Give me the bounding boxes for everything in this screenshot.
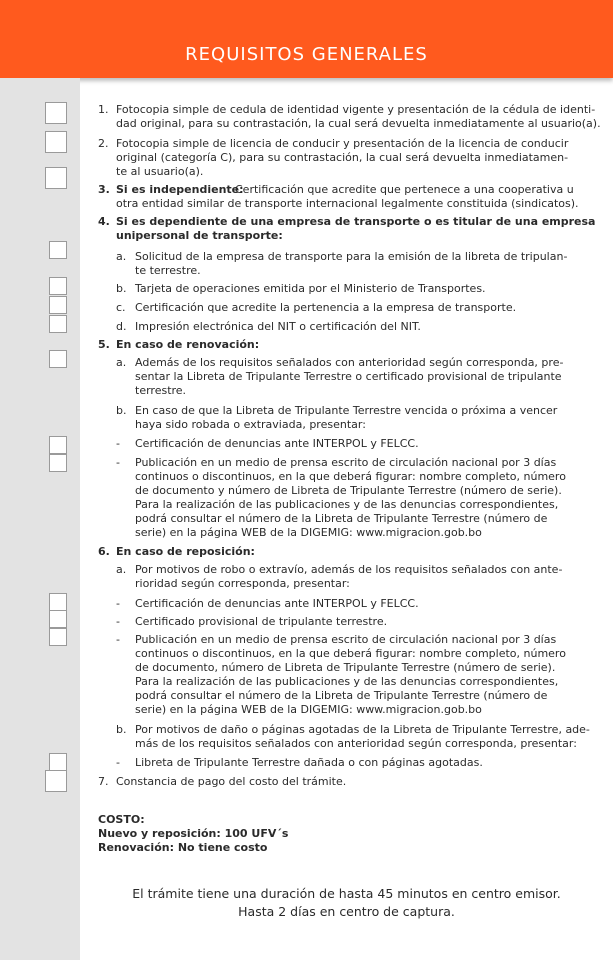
footer-line-1: El trámite tiene una duración de hasta 45 minutos en centro emisor. — [132, 886, 561, 901]
text-line: Libreta de Tripulante Terrestre dañada o con páginas agotadas. — [135, 756, 483, 769]
text-line: continuos o discontinuos, en la que deberá figurar: nombre completo, número — [135, 647, 566, 660]
text-line: 4. — [98, 215, 110, 228]
text-line: podrá consultar el número de la Libreta de Tripulante Terrestre (número de — [135, 512, 548, 525]
text-line: sentar la Libreta de Tripulante Terrestre o certificado provisional de tripulante — [135, 370, 562, 383]
text-line: te terrestre. — [135, 264, 201, 277]
footer-line-2: Hasta 2 días en centro de captura. — [238, 904, 455, 919]
text-line: Certificación que acredite que pertenece a una cooperativa u — [235, 183, 574, 196]
text-line: - — [116, 437, 120, 450]
text-line: En caso de que la Libreta de Tripulante Terrestre vencida o próxima a vencer — [135, 404, 558, 417]
text-line: Impresión electrónica del NIT o certificación del NIT. — [135, 320, 421, 333]
text-line: otra entidad similar de transporte internacional legalmente constituida (sindicatos). — [116, 197, 579, 210]
text-line: COSTO: — [98, 813, 145, 826]
text-line: Certificación que acredite la pertenencia a la empresa de transporte. — [135, 301, 517, 314]
page-title: REQUISITOS GENERALES — [185, 44, 428, 65]
text-line: unipersonal de transporte: — [116, 229, 283, 242]
text-line: podrá consultar el número de la Libreta de Tripulante Terrestre (número de — [135, 689, 548, 702]
text-line: - — [116, 597, 120, 610]
text-line: En caso de reposición: — [116, 545, 255, 558]
text-line: c. — [116, 301, 126, 314]
text-line: Por motivos de daño o páginas agotadas de la Libreta de Tripulante Terrestre, ade- — [135, 723, 590, 736]
text-line: Publicación en un medio de prensa escrito de circulación nacional por 3 días — [135, 456, 557, 469]
text-line: serie) en la página WEB de la DIGEMIG: www.migracion.gob.bo — [135, 703, 482, 716]
text-line: de documento, número de Libreta de Tripulante Terrestre (número de serie). — [135, 661, 556, 674]
text-line: original (categoría C), para su contrastación, la cual será devuelta inmediatamen- — [116, 151, 569, 164]
text-line: terrestre. — [135, 384, 187, 397]
text-line: Certificación de denuncias ante INTERPOL y FELCC. — [135, 597, 419, 610]
text-line: 7. — [98, 775, 109, 788]
text-line: b. — [116, 404, 127, 417]
text-line: Publicación en un medio de prensa escrito de circulación nacional por 3 días — [135, 633, 557, 646]
text-line: Si es dependiente de una empresa de transporte o es titular de una empresa — [116, 215, 596, 228]
text-line: Si es independiente: — [116, 183, 244, 196]
text-line: d. — [116, 320, 127, 333]
text-line: b. — [116, 282, 127, 295]
text-line: Para la realización de las publicaciones y de las denuncias correspondientes, — [135, 498, 559, 511]
text-line: - — [116, 633, 120, 646]
text-line: Fotocopia simple de cedula de identidad vigente y presentación de la cédula de identi- — [116, 103, 596, 116]
text-line: - — [116, 456, 120, 469]
text-line: 1. — [98, 103, 109, 116]
text-line: a. — [116, 356, 127, 369]
text-line: rioridad según corresponda, presentar: — [135, 577, 350, 590]
text-line: Renovación: No tiene costo — [98, 841, 268, 854]
text-line: más de los requisitos señalados con anterioridad según corresponda, presentar: — [135, 737, 577, 750]
text-line: dad original, para su contrastación, la cual será devuelta inmediatamente al usuario(a). — [116, 117, 601, 130]
text-line: Por motivos de robo o extravío, además de los requisitos señalados con ante- — [135, 563, 563, 576]
text-line: Constancia de pago del costo del trámite. — [116, 775, 347, 788]
text-line: Certificación de denuncias ante INTERPOL y FELCC. — [135, 437, 419, 450]
text-line: serie) en la página WEB de la DIGEMIG: www.migracion.gob.bo — [135, 526, 482, 539]
text-line: En caso de renovación: — [116, 338, 260, 351]
text-line: haya sido robada o extraviada, presentar: — [135, 418, 366, 431]
text-line: Solicitud de la empresa de transporte para la emisión de la libreta de tripulan- — [135, 250, 568, 263]
text-line: 3. — [98, 183, 110, 196]
text-line: de documento y número de Libreta de Tripulante Terrestre (número de serie). — [135, 484, 562, 497]
text-line: Fotocopia simple de licencia de conducir y presentación de la licencia de conducir — [116, 137, 569, 150]
text-line: te al usuario(a). — [116, 165, 204, 178]
text-line: Nuevo y reposición: 100 UFV´s — [98, 827, 289, 840]
text-line: b. — [116, 723, 127, 736]
text-line: - — [116, 615, 120, 628]
text-line: Tarjeta de operaciones emitida por el Ministerio de Transportes. — [135, 282, 486, 295]
text-line: Para la realización de las publicaciones y de las denuncias correspondientes, — [135, 675, 559, 688]
text-line: Además de los requisitos señalados con anterioridad según corresponda, pre- — [135, 356, 564, 369]
text-line: 5. — [98, 338, 110, 351]
text-line: a. — [116, 250, 127, 263]
text-line: 6. — [98, 545, 110, 558]
text-line: Certificado provisional de tripulante terrestre. — [135, 615, 388, 628]
text-line: a. — [116, 563, 127, 576]
text-line: 2. — [98, 137, 109, 150]
text-line: - — [116, 756, 120, 769]
text-line: continuos o discontinuos, en la que deberá figurar: nombre completo, número — [135, 470, 566, 483]
